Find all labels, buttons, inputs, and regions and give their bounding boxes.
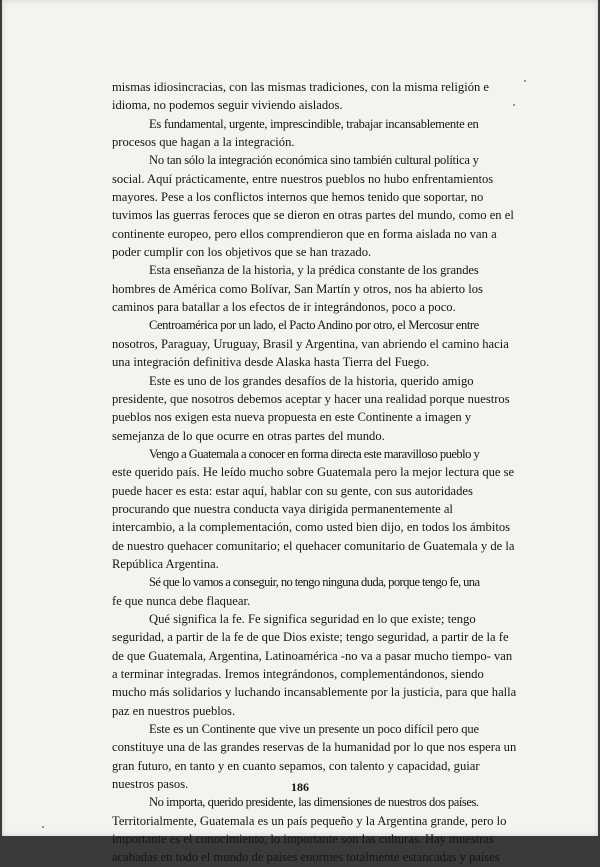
text-line: procesos que hagan a la integración. xyxy=(112,135,295,150)
text-line: gran futuro, en tanto y en cuanto sepamos, con talento y capacidad, guiar xyxy=(112,758,480,773)
text-line: una integración definitiva desde Alaska hasta Tierra del Fuego. xyxy=(112,355,430,370)
text-line: intercambio, a la complementación, como usted bien dijo, en todos los ámbitos xyxy=(112,520,511,535)
text-line: No importa, querido presidente, las dimensiones de nuestros dos países. xyxy=(149,795,479,810)
paragraph xyxy=(112,316,516,371)
scan-speck xyxy=(524,80,526,82)
text-line: mayores. Pese a los conflictos internos que hemos tenido que soportar, no xyxy=(112,190,484,205)
body-text xyxy=(112,78,516,867)
text-line: mucho más solidarios y luchando incansablemente por la justicia, para que halla xyxy=(112,685,517,700)
scan-speck xyxy=(513,104,515,106)
text-line: pueblos nos exigen esta nueva propuesta en este Continente a imagen y xyxy=(112,410,472,425)
document-page xyxy=(2,0,598,865)
text-line: Vengo a Guatemala a conocer en forma directa este maravilloso pueblo y xyxy=(149,446,480,461)
text-line: semejanza de lo que ocurre en otras partes del mundo. xyxy=(112,428,385,443)
text-line: tuvimos las guerras feroces que se dieron en otras partes del mundo, como en el xyxy=(112,208,514,223)
text-line: No tan sólo la integración económica sino también cultural política y xyxy=(149,153,479,168)
text-line: procurando que nuestra conducta vaya dirigida permanentemente al xyxy=(112,501,453,516)
text-line: constituye una de las grandes reservas de la humanidad por lo que nos espera un xyxy=(112,740,517,755)
text-line: República Argentina. xyxy=(112,556,219,571)
text-line: idioma, no podemos seguir viviendo aislados. xyxy=(112,98,343,113)
text-line: Centroamérica por un lado, el Pacto Andino por otro, el Mercosur entre xyxy=(149,318,479,333)
text-line: nuestros pasos. xyxy=(112,777,189,792)
text-line: puede hacer es esta: estar aquí, hablar con su gente, con sus autoridades xyxy=(112,483,473,498)
text-line: paz en nuestros pueblos. xyxy=(112,703,236,718)
text-line: de que Guatemala, Argentina, Latinoamérica -no va a pasar mucho tiempo- van xyxy=(112,648,513,663)
text-line: poder cumplir con los objetivos que se han trazado. xyxy=(112,245,372,260)
text-line: fe que nunca debe flaquear. xyxy=(112,593,251,608)
text-line: de nuestro quehacer comunitario; el quehacer comunitario de Guatemala y de la xyxy=(112,538,515,553)
paragraph xyxy=(112,610,516,720)
text-line: nosotros, Paraguay, Uruguay, Brasil y Argentina, van abriendo el camino hacia xyxy=(112,336,509,351)
text-line: hombres de América como Bolívar, San Martín y otros, nos ha abierto los xyxy=(112,281,483,296)
scan-speck xyxy=(42,826,44,828)
text-line: a terminar integradas. Iremos integrándonos, complementándonos, siendo xyxy=(112,667,484,681)
text-line: caminos para batallar a los efectos de ir integrándonos, poco a poco. xyxy=(112,300,456,315)
text-line: Sé que lo vamos a conseguir, no tengo ninguna duda, porque tengo fe, una xyxy=(149,575,480,590)
paragraph xyxy=(112,372,516,445)
text-line: mismas idiosincracias, con las mismas tradiciones, con la misma religión e xyxy=(112,80,490,94)
text-line: Es fundamental, urgente, imprescindible, trabajar incansablemente en xyxy=(149,116,479,131)
paragraph xyxy=(112,151,516,261)
text-line: Este es uno de los grandes desafíos de la historia, querido amigo xyxy=(149,373,474,388)
text-line: importante es el conocimiento, lo importante son las culturas. Hay muestras xyxy=(112,832,494,847)
paragraph xyxy=(112,115,516,152)
paragraph xyxy=(112,78,516,115)
text-line: Territorialmente, Guatemala es un país pequeño y la Argentina grande, pero lo xyxy=(112,813,507,828)
text-line: continente europeo, pero ellos comprendieron que en forma aislada no van a xyxy=(112,226,497,241)
text-line: Esta enseñanza de la historia, y la prédica constante de los grandes xyxy=(149,263,479,278)
text-line: seguridad, a partir de la fe de que Dios existe; tengo seguridad, a partir de la fe xyxy=(112,630,509,645)
text-line: acabadas en todo el mundo de países enormes totalmente estancadas y países xyxy=(112,850,500,865)
text-line: este querido país. He leído mucho sobre Guatemala pero la mejor lectura que se xyxy=(112,465,515,480)
page-number: 186 xyxy=(291,780,309,794)
paragraph xyxy=(112,573,516,610)
text-line: Este es un Continente que vive un presente un poco difícil pero que xyxy=(149,722,479,737)
text-line: Qué significa la fe. Fe significa seguridad en lo que existe; tengo xyxy=(149,611,476,626)
paragraph xyxy=(112,261,516,316)
text-line: social. Aquí prácticamente, entre nuestros pueblos no hubo enfrentamientos xyxy=(112,171,494,186)
paragraph xyxy=(112,445,516,573)
text-line: presidente, que nosotros debemos aceptar y hacer una realidad porque nuestros xyxy=(112,391,510,406)
paragraph xyxy=(112,793,516,866)
